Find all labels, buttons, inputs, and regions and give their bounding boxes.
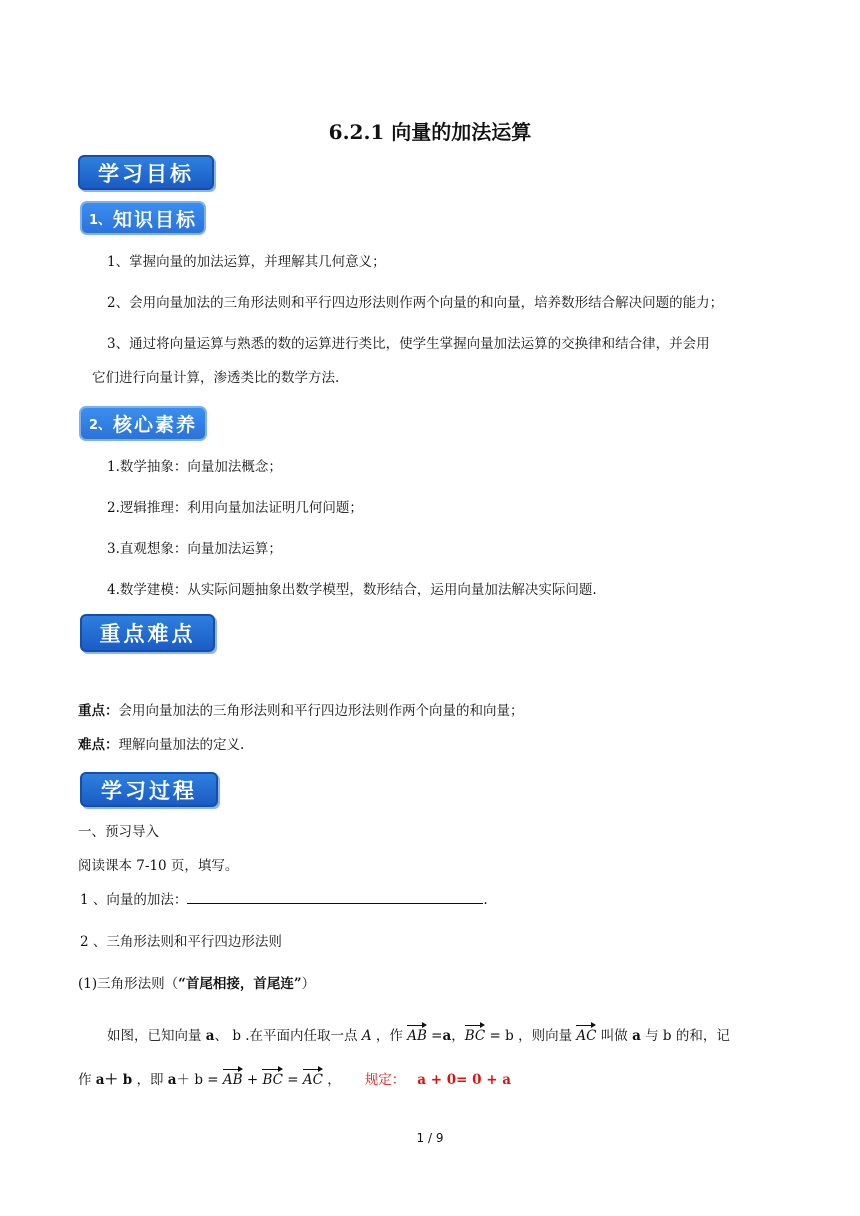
answer-blank[interactable]: [187, 891, 483, 904]
focus-label: 重点：: [78, 703, 119, 719]
vector-ab: AB: [407, 1025, 427, 1044]
core-literacy-label: 核心素养: [113, 414, 198, 436]
p1-a: 如图，已知向量: [107, 1028, 206, 1044]
p1-l: 与 b 的和，记: [640, 1028, 730, 1044]
knowledge-goals-number: 1、: [88, 212, 112, 228]
knowledge-goal-3-cont: 它们进行向量计算，渗透类比的数学方法.: [92, 370, 340, 386]
difficulty-line: [78, 733, 244, 753]
triangle-rule-slogan: “首尾相接，首尾连”: [178, 976, 302, 992]
section-preview: 一、预习导入: [78, 824, 159, 840]
learning-process-banner: [80, 772, 218, 807]
triangle-rule-prefix: (1)三角形法则（: [78, 976, 179, 992]
knowledge-goal-1: 1、掌握向量的加法运算，并理解其几何意义；: [107, 254, 386, 270]
learning-goals-banner-label: 学习目标: [98, 161, 194, 186]
p2-a: 作: [78, 1072, 96, 1088]
focus-line: [78, 699, 524, 719]
question-1-text: 1 、向量的加法：: [80, 892, 188, 908]
p1-b: a: [205, 1028, 215, 1044]
p2-d: a: [167, 1072, 177, 1088]
focus-text: 会用向量加法的三角形法则和平行四边形法则作两个向量的和向量；: [118, 703, 524, 719]
rule-label: 规定：: [364, 1072, 406, 1088]
vector-ab-2: AB: [223, 1069, 243, 1088]
p1-k: a: [632, 1028, 641, 1044]
core-item-2: 2.逻辑推理：利用向量加法证明几何问题；: [107, 500, 363, 516]
question-1-end: .: [483, 892, 488, 908]
core-item-1: 1.数学抽象：向量加法概念；: [107, 459, 282, 475]
core-item-4: 4.数学建模：从实际问题抽象出数学模型，数形结合，运用向量加法解决实际问题.: [107, 582, 597, 598]
vector-bc-2: BC: [262, 1069, 283, 1088]
p2-plus: +: [242, 1072, 263, 1088]
page-number: 1 / 9: [416, 1131, 444, 1145]
reading-instruction: 阅读课本 7-10 页，填写。: [78, 858, 239, 874]
triangle-rule-suffix: ）: [301, 976, 316, 992]
knowledge-goals-label: 知识目标: [113, 208, 198, 231]
p1-f: =: [426, 1028, 443, 1044]
p1-h: ，: [451, 1028, 465, 1044]
core-literacy-banner: [79, 406, 207, 441]
vector-ac: AC: [576, 1025, 596, 1044]
p1-d: A: [361, 1028, 372, 1044]
page-title: 6.2.1 向量的加法运算: [328, 120, 532, 144]
triangle-rule-paragraph-2: [78, 1068, 511, 1088]
vector-ac-2: AC: [303, 1069, 323, 1088]
p2-eq: =: [282, 1072, 303, 1088]
p1-j: 叫做: [596, 1028, 633, 1044]
p2-b: a＋ b: [95, 1072, 133, 1088]
core-literacy-number: 2、: [88, 418, 112, 433]
learning-goals-banner: [78, 155, 214, 190]
p1-e: ，作: [371, 1028, 408, 1044]
difficulty-label: 难点：: [78, 737, 119, 753]
key-points-banner: [80, 614, 215, 652]
key-points-banner-label: 重点难点: [99, 622, 196, 646]
knowledge-goal-2: 2、会用向量加法的三角形法则和平行四边形法则作两个向量的和向量，培养数形结合解决问题的能力；: [107, 295, 724, 311]
question-1: [80, 888, 488, 908]
p2-comma: ，: [322, 1072, 341, 1088]
p2-c: ，即: [132, 1072, 168, 1088]
p1-g: a: [442, 1028, 452, 1044]
triangle-rule-paragraph-1: [107, 1024, 730, 1044]
difficulty-text: 理解向量加法的定义.: [118, 737, 245, 753]
vector-bc: BC: [465, 1025, 486, 1044]
knowledge-goal-3: 3、通过将向量运算与熟悉的数的运算进行类比，使学生掌握向量加法运算的交换律和结合律，并会用: [107, 336, 710, 352]
rule-expression: a + 0= 0 + a: [417, 1072, 511, 1088]
triangle-rule-heading: [78, 972, 315, 992]
p2-e: ＋ b =: [176, 1072, 223, 1088]
learning-process-banner-label: 学习过程: [101, 778, 197, 803]
p1-i: = b ，则向量: [485, 1028, 577, 1044]
knowledge-goals-banner: [80, 201, 206, 235]
p1-c: 、 b .在平面内任取一点: [214, 1028, 362, 1044]
question-2: 2 、三角形法则和平行四边形法则: [80, 934, 282, 950]
core-item-3: 3.直观想象：向量加法运算；: [107, 541, 282, 557]
